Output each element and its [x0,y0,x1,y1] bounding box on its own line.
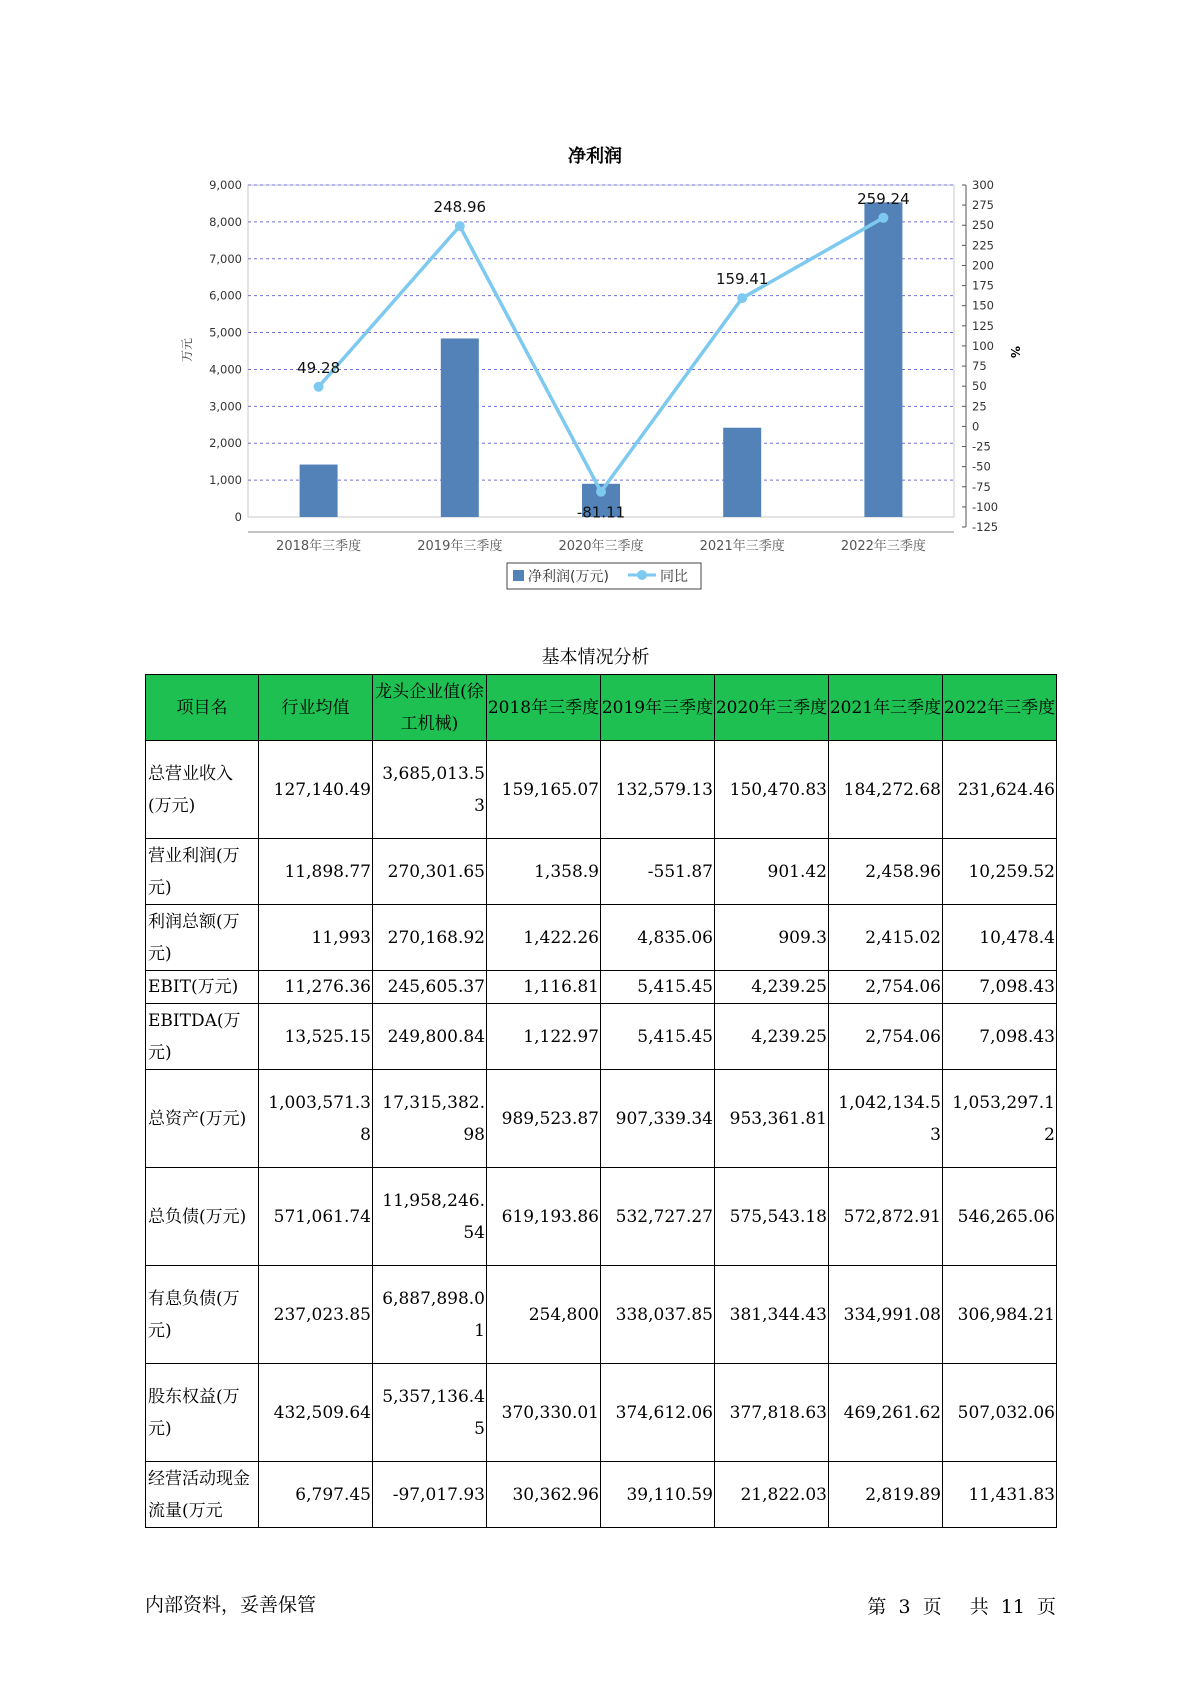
bar [723,428,761,517]
table-cell: 6,797.45 [259,1462,373,1528]
y-tick-label: 8,000 [209,214,242,229]
x-tick-label: 2022年三季度 [840,539,926,554]
y2-tick-label: 50 [972,379,987,394]
yoy-point [314,382,324,392]
table-header-cell: 2020年三季度 [715,675,829,741]
basic-analysis-table [145,674,1057,1528]
y2-tick-label: 225 [972,238,994,253]
table-cell: 575,543.18 [715,1168,829,1266]
table-cell: 132,579.13 [601,741,715,839]
row-label: EBITDA(万元) [146,1004,259,1070]
table-cell: 254,800 [487,1266,601,1364]
x-tick-label: 2020年三季度 [558,539,644,554]
table-cell: 7,098.43 [943,1004,1057,1070]
table-cell: 5,415.45 [601,971,715,1004]
table-cell: 901.42 [715,839,829,905]
y2-tick-label: 275 [972,198,994,213]
y2-tick-label: -100 [972,499,999,514]
bar [441,338,479,517]
data-label: 259.24 [857,189,910,208]
y2-tick-label: 175 [972,278,994,293]
table-header-cell: 2019年三季度 [601,675,715,741]
data-label: 159.41 [715,270,769,289]
legend-label: 净利润(万元) [528,569,609,585]
y-tick-label: 3,000 [209,399,242,414]
table-cell: 381,344.43 [715,1266,829,1364]
table-cell: 249,800.84 [373,1004,487,1070]
table-header-cell: 行业均值 [259,675,373,741]
table-row [146,971,1057,1004]
yoy-point [737,293,747,303]
table-cell: 306,984.21 [943,1266,1057,1364]
page-unit: 页 [922,1596,942,1618]
data-label: 248.96 [433,198,487,217]
table-cell: 5,415.45 [601,1004,715,1070]
table-cell: 245,605.37 [373,971,487,1004]
table-cell: 39,110.59 [601,1462,715,1528]
row-label: 营业利润(万元) [146,839,259,905]
table-cell: 11,958,246.54 [373,1168,487,1266]
table-cell: 377,818.63 [715,1364,829,1462]
x-tick-label: 2021年三季度 [699,539,785,554]
row-label: EBIT(万元) [146,971,259,1004]
page-number: 3 [898,1596,911,1618]
table-cell: -97,017.93 [373,1462,487,1528]
y2-tick-label: -50 [972,459,991,474]
total-unit: 页 [1036,1596,1056,1618]
table-header-cell: 2018年三季度 [487,675,601,741]
y2-tick-label: 150 [972,298,994,313]
table-cell: 338,037.85 [601,1266,715,1364]
y-tick-label: 2,000 [209,436,242,451]
table-cell: 13,525.15 [259,1004,373,1070]
table-header-cell: 2021年三季度 [829,675,943,741]
table-cell: 1,042,134.53 [829,1070,943,1168]
table-cell: 159,165.07 [487,741,601,839]
table-cell: 7,098.43 [943,971,1057,1004]
table-cell: -551.87 [601,839,715,905]
y-tick-label: 5,000 [209,325,242,340]
bar [300,465,338,517]
footer-confidential: 内部资料，妥善保管 [145,1594,317,1616]
y2-tick-label: -125 [972,520,999,534]
table-cell: 532,727.27 [601,1168,715,1266]
table-row [146,839,1057,905]
table-cell: 469,261.62 [829,1364,943,1462]
data-label: 49.28 [297,358,341,377]
data-label: -81.11 [576,503,626,522]
row-label: 总负债(万元) [146,1168,259,1266]
table-cell: 1,053,297.12 [943,1070,1057,1168]
table-cell: 1,116.81 [487,971,601,1004]
table-cell: 3,685,013.53 [373,741,487,839]
table-cell: 17,315,382.98 [373,1070,487,1168]
row-label: 总资产(万元) [146,1070,259,1168]
table-cell: 4,239.25 [715,1004,829,1070]
table-cell: 546,265.06 [943,1168,1057,1266]
table-cell: 237,023.85 [259,1266,373,1364]
total-prefix: 共 [969,1596,989,1618]
table-cell: 2,819.89 [829,1462,943,1528]
y2-tick-label: 200 [972,258,994,273]
table-cell: 270,301.65 [373,839,487,905]
table-cell: 2,754.06 [829,971,943,1004]
table-cell: 1,422.26 [487,905,601,971]
plot-frame [248,185,954,517]
table-cell: 10,259.52 [943,839,1057,905]
legend-swatch-bar [513,570,524,581]
table-cell: 907,339.34 [601,1070,715,1168]
table-row [146,905,1057,971]
page-prefix: 第 [867,1596,887,1618]
y-tick-label: 0 [234,510,242,524]
table-header-cell: 项目名 [146,675,259,741]
table-row [146,1070,1057,1168]
row-label: 有息负债(万元) [146,1266,259,1364]
table-cell: 374,612.06 [601,1364,715,1462]
bar [864,202,902,517]
y2-tick-label: 25 [972,399,987,414]
table-cell: 10,478.4 [943,905,1057,971]
table-cell: 909.3 [715,905,829,971]
y2-tick-label: 100 [972,338,994,353]
yoy-point [878,213,888,223]
y2-tick-label: -25 [972,439,991,454]
table-header-cell: 龙头企业值(徐工机械) [373,675,487,741]
table-cell: 1,358.9 [487,839,601,905]
table-cell: 6,887,898.01 [373,1266,487,1364]
yoy-point [455,221,465,231]
y-tick-label: 6,000 [209,288,242,303]
y-tick-label: 1,000 [209,473,242,488]
table-cell: 370,330.01 [487,1364,601,1462]
table-cell: 2,754.06 [829,1004,943,1070]
table-cell: 127,140.49 [259,741,373,839]
table-title: 基本情况分析 [541,647,650,668]
table-header-cell: 2022年三季度 [943,675,1057,741]
table-cell: 184,272.68 [829,741,943,839]
table-row [146,1462,1057,1528]
legend-swatch-point [637,570,647,580]
table-cell: 953,361.81 [715,1070,829,1168]
table-cell: 507,032.06 [943,1364,1057,1462]
table-row [146,1364,1057,1462]
yoy-point [596,487,606,497]
y2-tick-label: -75 [972,479,991,494]
row-label: 股东权益(万元) [146,1364,259,1462]
y2-axis-label: % [1008,345,1022,359]
table-cell: 1,003,571.38 [259,1070,373,1168]
y-tick-label: 4,000 [209,362,242,377]
table-cell: 4,835.06 [601,905,715,971]
table-header-row [146,675,1057,741]
yoy-line [319,218,884,492]
y-tick-label: 7,000 [209,251,242,266]
table-cell: 571,061.74 [259,1168,373,1266]
table-cell: 4,239.25 [715,971,829,1004]
table-cell: 619,193.86 [487,1168,601,1266]
x-tick-label: 2019年三季度 [417,539,503,554]
total-pages: 11 [1000,1596,1025,1618]
table-cell: 1,122.97 [487,1004,601,1070]
table-cell: 2,415.02 [829,905,943,971]
table-row [146,1168,1057,1266]
y2-tick-label: 0 [972,419,980,434]
table-cell: 270,168.92 [373,905,487,971]
y-axis-label: 万元 [180,337,194,363]
table-cell: 5,357,136.45 [373,1364,487,1462]
table-cell: 2,458.96 [829,839,943,905]
y2-tick-label: 300 [972,178,994,192]
table-cell: 11,276.36 [259,971,373,1004]
table-cell: 150,470.83 [715,741,829,839]
x-tick-label: 2018年三季度 [276,539,362,554]
table-cell: 11,993 [259,905,373,971]
y2-tick-label: 75 [972,359,987,374]
table-cell: 989,523.87 [487,1070,601,1168]
legend-label: 同比 [660,569,688,585]
table-cell: 21,822.03 [715,1462,829,1528]
table-cell: 334,991.08 [829,1266,943,1364]
table-row [146,1004,1057,1070]
table-cell: 30,362.96 [487,1462,601,1528]
row-label: 总营业收入(万元) [146,741,259,839]
table-row [146,1266,1057,1364]
table-cell: 11,431.83 [943,1462,1057,1528]
table-cell: 11,898.77 [259,839,373,905]
footer-page-info [861,1592,1056,1619]
table-cell: 572,872.91 [829,1168,943,1266]
row-label: 经营活动现金流量(万元 [146,1462,259,1528]
y2-tick-label: 125 [972,318,994,333]
table-cell: 432,509.64 [259,1364,373,1462]
row-label: 利润总额(万元) [146,905,259,971]
y-tick-label: 9,000 [209,178,242,192]
table-cell: 231,624.46 [943,741,1057,839]
table-row [146,741,1057,839]
y2-tick-label: 250 [972,218,994,233]
chart-title: 净利润 [568,146,622,167]
net-profit-chart [0,0,1191,620]
